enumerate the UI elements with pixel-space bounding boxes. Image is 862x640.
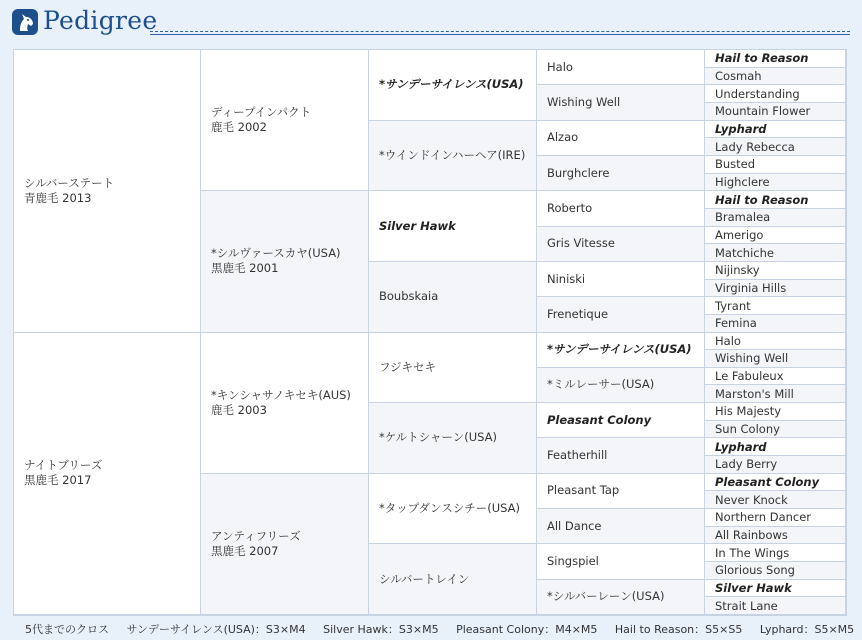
cross-label: 5代までのクロス xyxy=(25,623,109,636)
horse-name: Never Knock xyxy=(715,492,788,507)
gen5-cell[interactable] xyxy=(705,403,846,421)
horse-name: Roberto xyxy=(547,200,593,215)
gen4-cell[interactable] xyxy=(537,474,705,509)
horse-name: Amerigo xyxy=(715,227,764,242)
horse-name: Sun Colony xyxy=(715,422,780,437)
horse-name: Pleasant Colony xyxy=(715,475,820,490)
horse-name: All Dance xyxy=(547,518,602,533)
horse-name: Northern Dancer xyxy=(715,510,812,525)
horse-name: *キンシャサノキセキ(AUS) xyxy=(211,387,351,402)
gen5-cell[interactable] xyxy=(705,385,846,403)
gen4-cell[interactable] xyxy=(537,121,705,156)
gen5-cell[interactable] xyxy=(705,174,846,192)
gen5-cell[interactable] xyxy=(705,474,846,492)
gen4-cell[interactable] xyxy=(537,50,705,85)
horse-name: Featherhill xyxy=(547,448,608,463)
horse-name: Femina xyxy=(715,316,757,331)
gen5-cell[interactable] xyxy=(705,368,846,386)
dam-cell[interactable] xyxy=(14,333,201,616)
horse-name: Silver Hawk xyxy=(379,218,456,233)
horse-name: Understanding xyxy=(715,86,800,101)
gen3-cell[interactable] xyxy=(369,403,537,474)
header xyxy=(0,0,862,44)
gen3-cell[interactable] xyxy=(369,544,537,615)
gen5-cell[interactable] xyxy=(705,156,846,174)
horse-name: Pleasant Tap xyxy=(547,483,620,498)
gen2-cell[interactable] xyxy=(201,333,369,474)
gen5-cell[interactable] xyxy=(705,209,846,227)
gen5-cell[interactable] xyxy=(705,509,846,527)
gen5-cell[interactable] xyxy=(705,456,846,474)
horse-name: Pleasant Colony xyxy=(547,412,652,427)
horse-name: Gris Vitesse xyxy=(547,236,615,251)
gen5-cell[interactable] xyxy=(705,50,846,68)
horse-name: Mountain Flower xyxy=(715,104,811,119)
horse-name: Virginia Hills xyxy=(715,280,787,295)
title-divider xyxy=(150,31,850,32)
cross-item: サンデーサイレンス(USA)：S3×M4 xyxy=(126,623,306,636)
gen5-cell[interactable] xyxy=(705,191,846,209)
horse-name: In The Wings xyxy=(715,545,790,560)
gen3-cell[interactable] xyxy=(369,191,537,262)
gen4-cell[interactable] xyxy=(537,368,705,403)
horse-name: Wishing Well xyxy=(547,94,621,109)
gen3-cell[interactable] xyxy=(369,50,537,121)
horse-name: Busted xyxy=(715,157,756,172)
cross-item: Pleasant Colony：M4×M5 xyxy=(456,623,598,636)
horse-name: Burghclere xyxy=(547,165,610,180)
horse-name: Boubskaia xyxy=(379,289,439,304)
gen4-cell[interactable] xyxy=(537,403,705,438)
gen5-cell[interactable] xyxy=(705,491,846,509)
gen3-cell[interactable] xyxy=(369,333,537,404)
horse-name: Lady Berry xyxy=(715,457,778,472)
cross-item: Hail to Reason：S5×S5 xyxy=(614,623,743,636)
gen4-cell[interactable] xyxy=(537,297,705,332)
gen4-cell[interactable] xyxy=(537,262,705,297)
horse-name: Silver Hawk xyxy=(715,581,792,596)
horse-name: Singspiel xyxy=(547,554,599,569)
gen5-cell[interactable] xyxy=(705,333,846,351)
horse-name: Cosmah xyxy=(715,68,762,83)
gen4-cell[interactable] xyxy=(537,438,705,473)
gen4-cell[interactable] xyxy=(537,509,705,544)
horse-name: Strait Lane xyxy=(715,598,778,613)
horse-name: *シルヴァースカヤ(USA) xyxy=(211,246,341,261)
gen4-cell[interactable] xyxy=(537,333,705,368)
gen5-cell[interactable] xyxy=(705,597,846,615)
horse-name: Bramalea xyxy=(715,210,771,225)
horse-name: Nijinsky xyxy=(715,263,760,278)
gen3-cell[interactable] xyxy=(369,121,537,192)
horse-info: 鹿毛 2003 xyxy=(211,402,267,417)
horse-name: *ケルトシャーン(USA) xyxy=(379,430,497,445)
horse-name: Halo xyxy=(547,59,573,74)
horse-name: Frenetique xyxy=(547,306,609,321)
gen3-cell[interactable] xyxy=(369,474,537,545)
gen5-cell[interactable] xyxy=(705,262,846,280)
horse-name: Highclere xyxy=(715,174,770,189)
page-title: Pedigree xyxy=(43,6,158,35)
horse-info: 黒鹿毛 2017 xyxy=(24,473,92,488)
horse-name: Alzao xyxy=(547,130,579,145)
gen3-cell[interactable] xyxy=(369,262,537,333)
gen5-cell[interactable] xyxy=(705,544,846,562)
horse-name: Lyphard xyxy=(715,439,767,454)
horse-name: Lyphard xyxy=(715,121,767,136)
horse-info: 黒鹿毛 2007 xyxy=(211,543,279,558)
gen5-cell[interactable] xyxy=(705,297,846,315)
horse-name: *タップダンスシチー(USA) xyxy=(379,501,520,516)
horse-name: Tyrant xyxy=(715,298,751,313)
gen5-cell[interactable] xyxy=(705,562,846,580)
gen5-cell[interactable] xyxy=(705,121,846,139)
gen5-cell[interactable] xyxy=(705,421,846,439)
horse-name: ナイトブリーズ xyxy=(24,458,103,473)
gen2-cell[interactable] xyxy=(201,191,369,332)
horse-name: Hail to Reason xyxy=(715,51,809,66)
horse-name: *サンデーサイレンス(USA) xyxy=(379,77,524,92)
gen4-cell[interactable] xyxy=(537,85,705,120)
gen5-cell[interactable] xyxy=(705,438,846,456)
horse-head-icon xyxy=(12,9,38,35)
horse-name: *シルバーレーン(USA) xyxy=(547,589,665,604)
horse-name: Niniski xyxy=(547,271,586,286)
horse-name: Marston's Mill xyxy=(715,386,794,401)
horse-name: His Majesty xyxy=(715,404,782,419)
horse-name: Wishing Well xyxy=(715,351,789,366)
pedigree-table xyxy=(13,49,847,616)
cross-item: Lyphard：S5×M5 xyxy=(759,623,855,636)
cross-summary xyxy=(25,621,862,637)
horse-name: Matchiche xyxy=(715,245,774,260)
gen5-cell[interactable] xyxy=(705,103,846,121)
horse-name: Le Fabuleux xyxy=(715,369,784,384)
gen5-cell[interactable] xyxy=(705,85,846,103)
horse-name: Glorious Song xyxy=(715,563,795,578)
horse-name: ディープインパクト xyxy=(211,105,312,120)
horse-name: *ミルレーサー(USA) xyxy=(547,377,655,392)
horse-name: Lady Rebecca xyxy=(715,139,795,154)
gen5-cell[interactable] xyxy=(705,244,846,262)
horse-name: *サンデーサイレンス(USA) xyxy=(547,342,692,357)
gen4-cell[interactable] xyxy=(537,156,705,191)
title-divider-line xyxy=(150,34,850,35)
gen5-cell[interactable] xyxy=(705,350,846,368)
horse-name: Halo xyxy=(715,333,741,348)
gen5-cell[interactable] xyxy=(705,280,846,298)
horse-name: *ウインドインハーヘア(IRE) xyxy=(379,147,526,162)
gen5-cell[interactable] xyxy=(705,68,846,86)
gen4-cell[interactable] xyxy=(537,227,705,262)
cross-item: Silver Hawk：S3×M5 xyxy=(323,623,439,636)
horse-name: シルバーステート xyxy=(24,175,115,190)
gen4-cell[interactable] xyxy=(537,580,705,615)
gen5-cell[interactable] xyxy=(705,138,846,156)
horse-info: 鹿毛 2002 xyxy=(211,120,267,135)
gen5-cell[interactable] xyxy=(705,315,846,333)
gen4-cell[interactable] xyxy=(537,544,705,579)
gen2-cell[interactable] xyxy=(201,50,369,191)
horse-name: フジキセキ xyxy=(379,359,437,374)
horse-name: シルバートレイン xyxy=(379,571,470,586)
horse-name: All Rainbows xyxy=(715,528,788,543)
gen4-cell[interactable] xyxy=(537,191,705,226)
horse-name: アンティフリーズ xyxy=(211,528,301,543)
horse-info: 青鹿毛 2013 xyxy=(24,190,92,205)
sire-cell[interactable] xyxy=(14,50,201,333)
gen2-cell[interactable] xyxy=(201,474,369,615)
gen5-cell[interactable] xyxy=(705,227,846,245)
gen5-cell[interactable] xyxy=(705,580,846,598)
horse-info: 黒鹿毛 2001 xyxy=(211,261,279,276)
horse-name: Hail to Reason xyxy=(715,192,809,207)
gen5-cell[interactable] xyxy=(705,527,846,545)
